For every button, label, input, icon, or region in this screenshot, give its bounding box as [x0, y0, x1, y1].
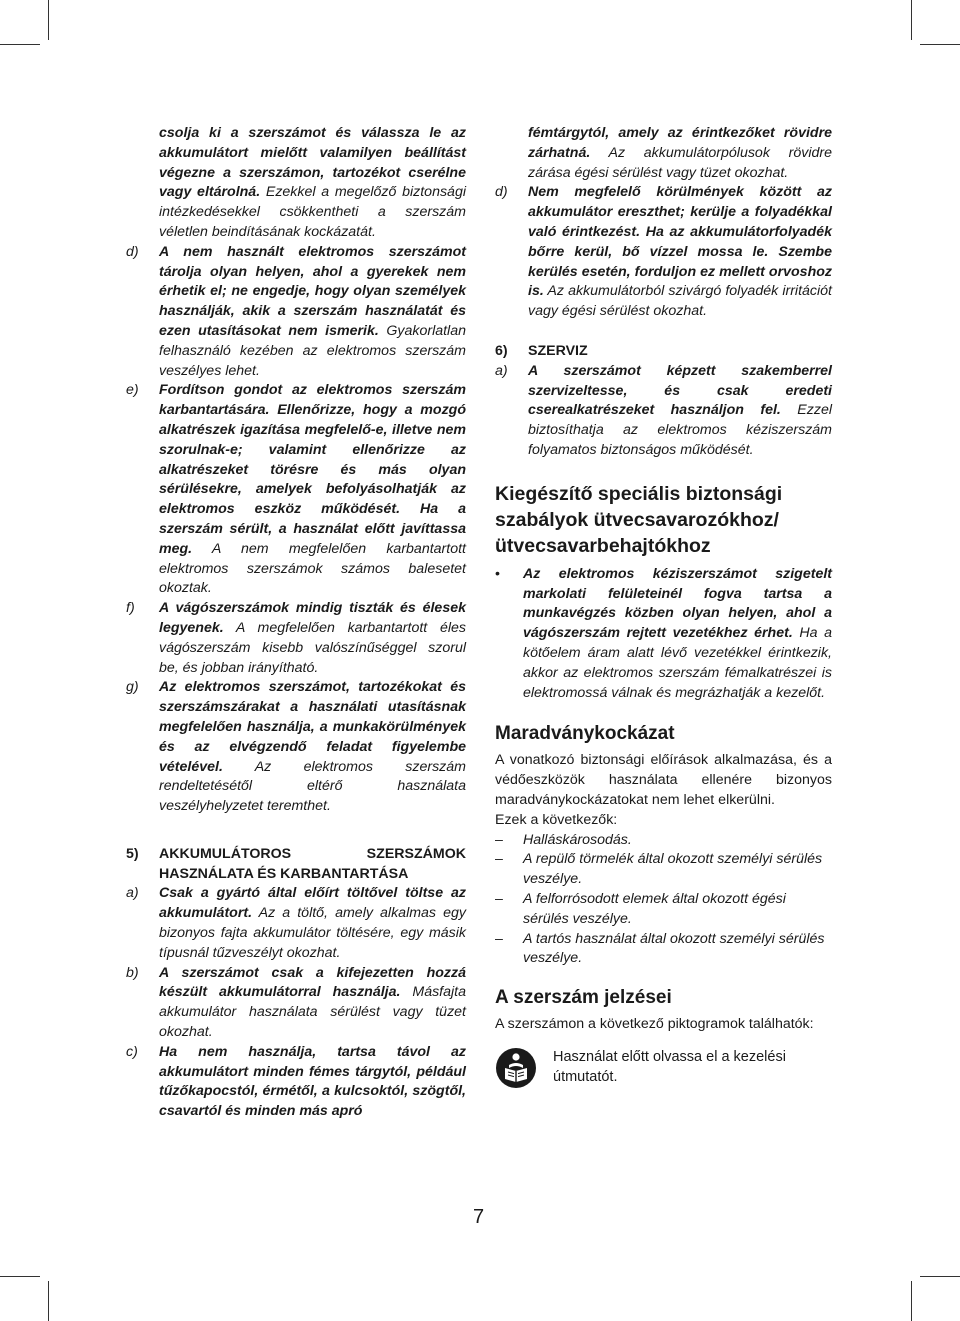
- page-number: 7: [473, 1206, 485, 1228]
- crop-mark: [48, 0, 49, 40]
- intro-paragraph: [126, 124, 466, 243]
- rule-label: b): [126, 964, 139, 981]
- risk-item: [495, 890, 832, 930]
- rule-g: [126, 678, 466, 817]
- rule-label: e): [126, 382, 139, 399]
- cont-bold: fémtárgytól, amely az érintkezőket rövidre zárhatná.: [528, 125, 832, 161]
- rule-e-bold: Fordítson gondot az elektromos szerszám karbantartására.: [159, 382, 466, 419]
- rule-5a: [126, 884, 466, 963]
- rule-label: g): [126, 679, 139, 696]
- dash-mark: –: [495, 890, 503, 907]
- rule-5c-bold: Ha nem használja, tartsa távol az akkumulátort minden fémes tárgytól, például tűzőkapocstól, érmétől, a kulcsoktól, szögtől, csavartól és minden más apró: [159, 1043, 466, 1120]
- risk-item: [495, 930, 832, 970]
- rule-5b-bold: A szerszámot csak a kifejezetten hozzá készült akkumulátorral használja.: [159, 964, 466, 1001]
- risk-item: [495, 831, 832, 851]
- rule-e-bold-2: Ellenőrizze, hogy a mozgó alkatrészek igazítása megfelelő-e, illetve nem szorulnak-e; valamint ellenőrizze az alkatrészeket törésre és más olyan sérülésekre, amelyek befolyásolhatják az elektromos eszköz működését. Ha a szerszám sérült, a használat előtt javíttassa meg.: [159, 402, 466, 557]
- dash-mark: –: [495, 930, 503, 947]
- rule-6a-bold: A szerszámot képzett szakemberrel szervizeltesse, és csak eredeti cserealkatrészeket használjon fel.: [528, 362, 832, 419]
- rule-label: f): [126, 600, 135, 617]
- risk-text: Halláskárosodás.: [523, 831, 632, 848]
- rule-d: [126, 243, 466, 382]
- intro-italic: Ezekkel a megelőző biztonsági intézkedésekkel csökkentheti a szerszám véletlen beindításának kockázatát.: [159, 184, 466, 240]
- rule-label: d): [126, 243, 139, 260]
- bullet-italic: Ha a kötőelem áram alatt lévő vezetékkel érintkezik, akkor az elektromos szerszám fémalkatrészei is elektromossá válnak és megrázhatják a kezelőt.: [523, 625, 832, 701]
- rule-5c: [126, 1043, 466, 1122]
- rule-5d-italic: Az akkumulátorból szivárgó folyadék irritációt vagy égési sérülést okozhat.: [528, 283, 832, 320]
- pictogram-caption: Használat előtt olvassa el a kezelési útmutatót.: [553, 1048, 786, 1085]
- intro-bold: csolja ki a szerszámot és válassza le az akkumulátort mielőtt valamilyen beállítást végezne a szerszámon, tartozékot cserélne vagy eltárolná.: [159, 125, 466, 201]
- crop-mark: [920, 1276, 960, 1277]
- crop-mark: [911, 1281, 912, 1321]
- rule-5a-bold: Csak a gyártó által előírt töltővel töltse az akkumulátort.: [159, 885, 466, 922]
- cont-italic: Az akkumulátorpólusok rövidre zárása égési sérülést vagy tüzet okozhat.: [528, 144, 832, 181]
- risk-item: [495, 850, 832, 890]
- section-number: 6): [495, 342, 508, 359]
- rule-f: [126, 599, 466, 678]
- continuation-paragraph: [495, 124, 832, 183]
- rule-6a: [495, 362, 832, 461]
- crop-mark: [920, 44, 960, 45]
- rule-label: d): [495, 184, 508, 201]
- rule-g-italic: Az elektromos szerszám rendeltetésétől eltérő használata veszélyhelyzetet teremthet.: [159, 758, 466, 815]
- risk-text: A felforrósodott elemek által okozott égési sérülés veszélye.: [523, 890, 786, 927]
- crop-mark: [0, 1276, 40, 1277]
- rule-5b-italic: Másfajta akkumulátor használata sérülést vagy tüzet okozhat.: [159, 984, 467, 1041]
- risk-text: A repülő törmelék által okozott személyi sérülés veszélye.: [523, 851, 823, 888]
- bullet-bold: Az elektromos kéziszerszámot szigetelt markolati felületeinél fogva tartsa a munkavégzés közben olyan helyen, ahol a vágószerszám rejtett vezetékhez érhet.: [523, 565, 832, 642]
- rule-f-italic: A megfelelően karbantartott éles vágószerszám kisebb valószínűséggel szorul be, és jobban irányítható.: [159, 619, 466, 676]
- rule-label: a): [495, 362, 508, 379]
- rule-5d-bold: Nem megfelelő körülmények között az akkumulátor ereszthet; kerülje a folyadékkal való érintkezést. Ha az akkumulátorfolyadék bőrre kerül, bő vízzel mossa le. Szembe kerülés esetén, forduljon ez mellett orvoshoz is.: [528, 184, 832, 300]
- rule-5a-italic: Az a töltő, amely alkalmas egy bizonyos fajta akkumulátor töltésére, egy másik típusnál tűzveszélyt okozhat.: [159, 905, 466, 961]
- left-column: [126, 124, 466, 1122]
- rule-5d: [495, 183, 832, 322]
- rule-g-bold: Az elektromos szerszámot, tartozékokat és szerszámszárakat a használati utasításnak megfelelően használja, a munkakörülmények és az elvégzendő feladat figyelembe vételével.: [159, 679, 466, 775]
- bullet-mark: •: [495, 565, 500, 582]
- crop-mark: [0, 44, 40, 45]
- read-manual-icon: [495, 1047, 537, 1089]
- rule-label: a): [126, 885, 139, 902]
- risk-text: A tartós használat által okozott személyi sérülés veszélye.: [523, 930, 825, 967]
- crop-mark: [48, 1281, 49, 1321]
- rule-label: c): [126, 1043, 138, 1060]
- residual-intro: Ezek a következők:: [495, 811, 618, 828]
- rule-e: [126, 381, 466, 599]
- heading-tool-markings: A szerszám jelzései: [495, 987, 672, 1009]
- rule-d-italic: Gyakorlatlan felhasználó kezében az elektromos szerszám veszélyes lehet.: [159, 322, 466, 379]
- section-title: SZERVIZ: [528, 342, 588, 359]
- rule-f-bold: A vágószerszámok mindig tiszták és élesek legyenek.: [159, 600, 466, 636]
- residual-text: A vonatkozó biztonsági előírások alkalmazása, és a védőeszközök használata ellenére bizonyos maradványkockázatokat nem lehet elkerülni.: [495, 752, 832, 808]
- dash-mark: –: [495, 831, 503, 848]
- rule-e-italic: A nem megfelelően karbantartott elektromos szerszámok számos balesetet okoztak.: [159, 540, 466, 597]
- rule-6a-italic: Ezzel biztosíthatja az elektromos kéziszerszám folyamatos biztonságos működését.: [528, 402, 832, 458]
- right-column: [495, 124, 832, 1089]
- section-6-heading: [495, 342, 832, 362]
- crop-mark: [911, 0, 912, 40]
- markings-intro: A szerszámon a következő piktogramok találhatók:: [495, 1016, 814, 1033]
- bullet-item: [495, 565, 832, 704]
- rule-5b: [126, 964, 466, 1043]
- rule-d-bold: A nem használt elektromos szerszámot tárolja olyan helyen, ahol a gyerekek nem érhetik el; ne engedje, hogy olyan személyek használják, akik a szerszám használatát és ezen utasításokat nem ismerik.: [159, 243, 466, 339]
- heading-special-rules: Kiegészítő speciális biztonsági szabályok ütvecsavarozókhoz/ ütvecsavarbehajtókhoz: [495, 482, 783, 557]
- heading-residual-risk: Maradványkockázat: [495, 723, 675, 745]
- section-number: 5): [126, 845, 139, 862]
- pictogram-row: [495, 1047, 832, 1089]
- section-title: AKKUMULÁTOROS SZERSZÁMOK HASZNÁLATA ÉS KARBANTARTÁSA: [159, 845, 466, 882]
- dash-mark: –: [495, 851, 503, 868]
- section-5-heading: [126, 845, 466, 885]
